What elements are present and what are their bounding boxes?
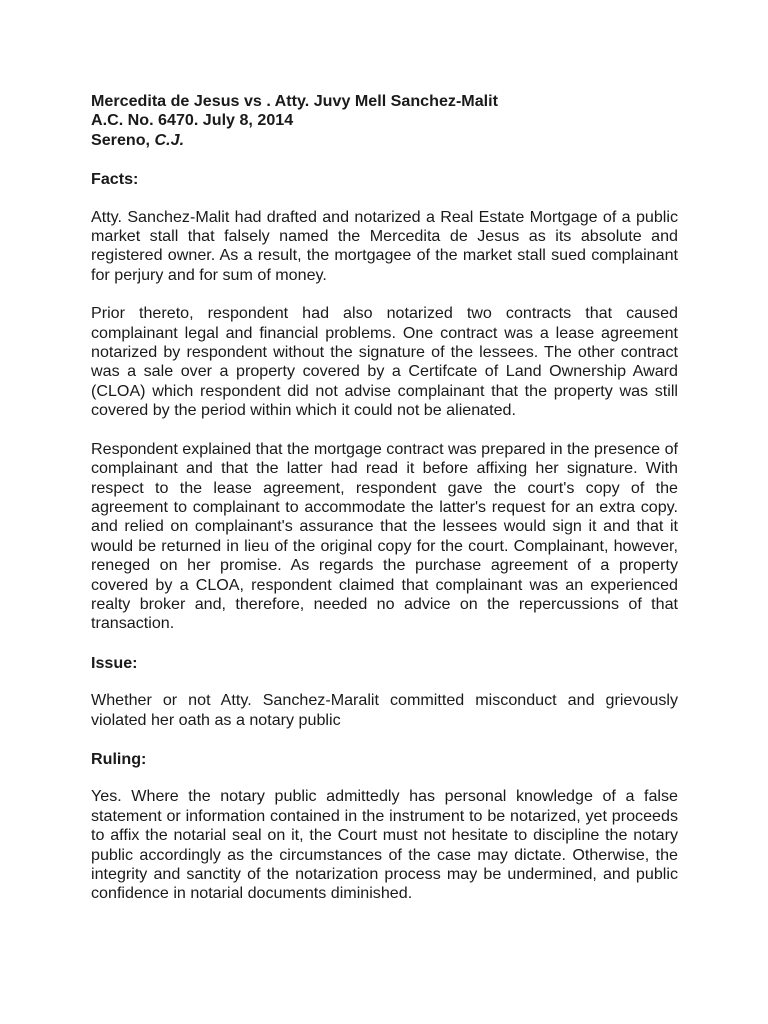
facts-paragraph: Atty. Sanchez-Malit had drafted and notarized a Real Estate Mortgage of a public market stall that falsely named the Mercedita de Jesus as its absolute and registered owner. As a result, the mortgagee of the market stall sued complainant for perjury and for sum of money. [91,207,678,284]
document-page [91,92,678,904]
ponente-title: C.J. [154,130,185,149]
case-title: Mercedita de Jesus vs . Atty. Juvy Mell Sanchez-Malit [91,92,498,110]
ruling-paragraph: Yes. Where the notary public admittedly has personal knowledge of a false statement or information contained in the instrument to be notarized, yet proceeds to affix the notarial seal on it, the Court must not hesitate to discipline the notary public accordingly as the circumstances of the case may dictate. Otherwise, the integrity and sanctity of the notarization process may be undermined, and public confidence in notarial documents diminished. [91,787,678,903]
facts-paragraph: Prior thereto, respondent had also notarized two contracts that caused complainant legal and financial problems. One contract was a lease agreement notarized by respondent without the signature of the lessees. The other contract was a sale over a property covered by a Certifcate of Land Ownership Award (CLOA) which respondent did not advise complainant that the property was still covered by the period within which it could not be alienated. [91,304,678,420]
case-number-date: A.C. No. 6470. July 8, 2014 [91,111,294,130]
facts-heading: Facts: [91,170,139,189]
facts-paragraph: Respondent explained that the mortgage contract was prepared in the presence of complainant and that the latter had read it before affixing her signature. With respect to the lease agreement, respondent gave the court's copy of the agreement to complainant to accommodate the latter's request for an extra copy. and relied on complainant's assurance that the lessees would sign it and that it would be returned in lieu of the original copy for the court. Complainant, however, reneged on her promise. As regards the purchase agreement of a property covered by a CLOA, respondent claimed that complainant was an experienced realty broker and, therefore, needed no advice on the repercussions of that transaction. [91,439,678,633]
issue-paragraph: Whether or not Atty. Sanchez-Maralit committed misconduct and grievously violated her oath as a notary public [91,691,678,729]
ruling-heading: Ruling: [91,749,147,768]
ponente [91,131,678,150]
issue-heading: Issue: [91,653,138,672]
ponente-name: Sereno, [91,130,151,149]
